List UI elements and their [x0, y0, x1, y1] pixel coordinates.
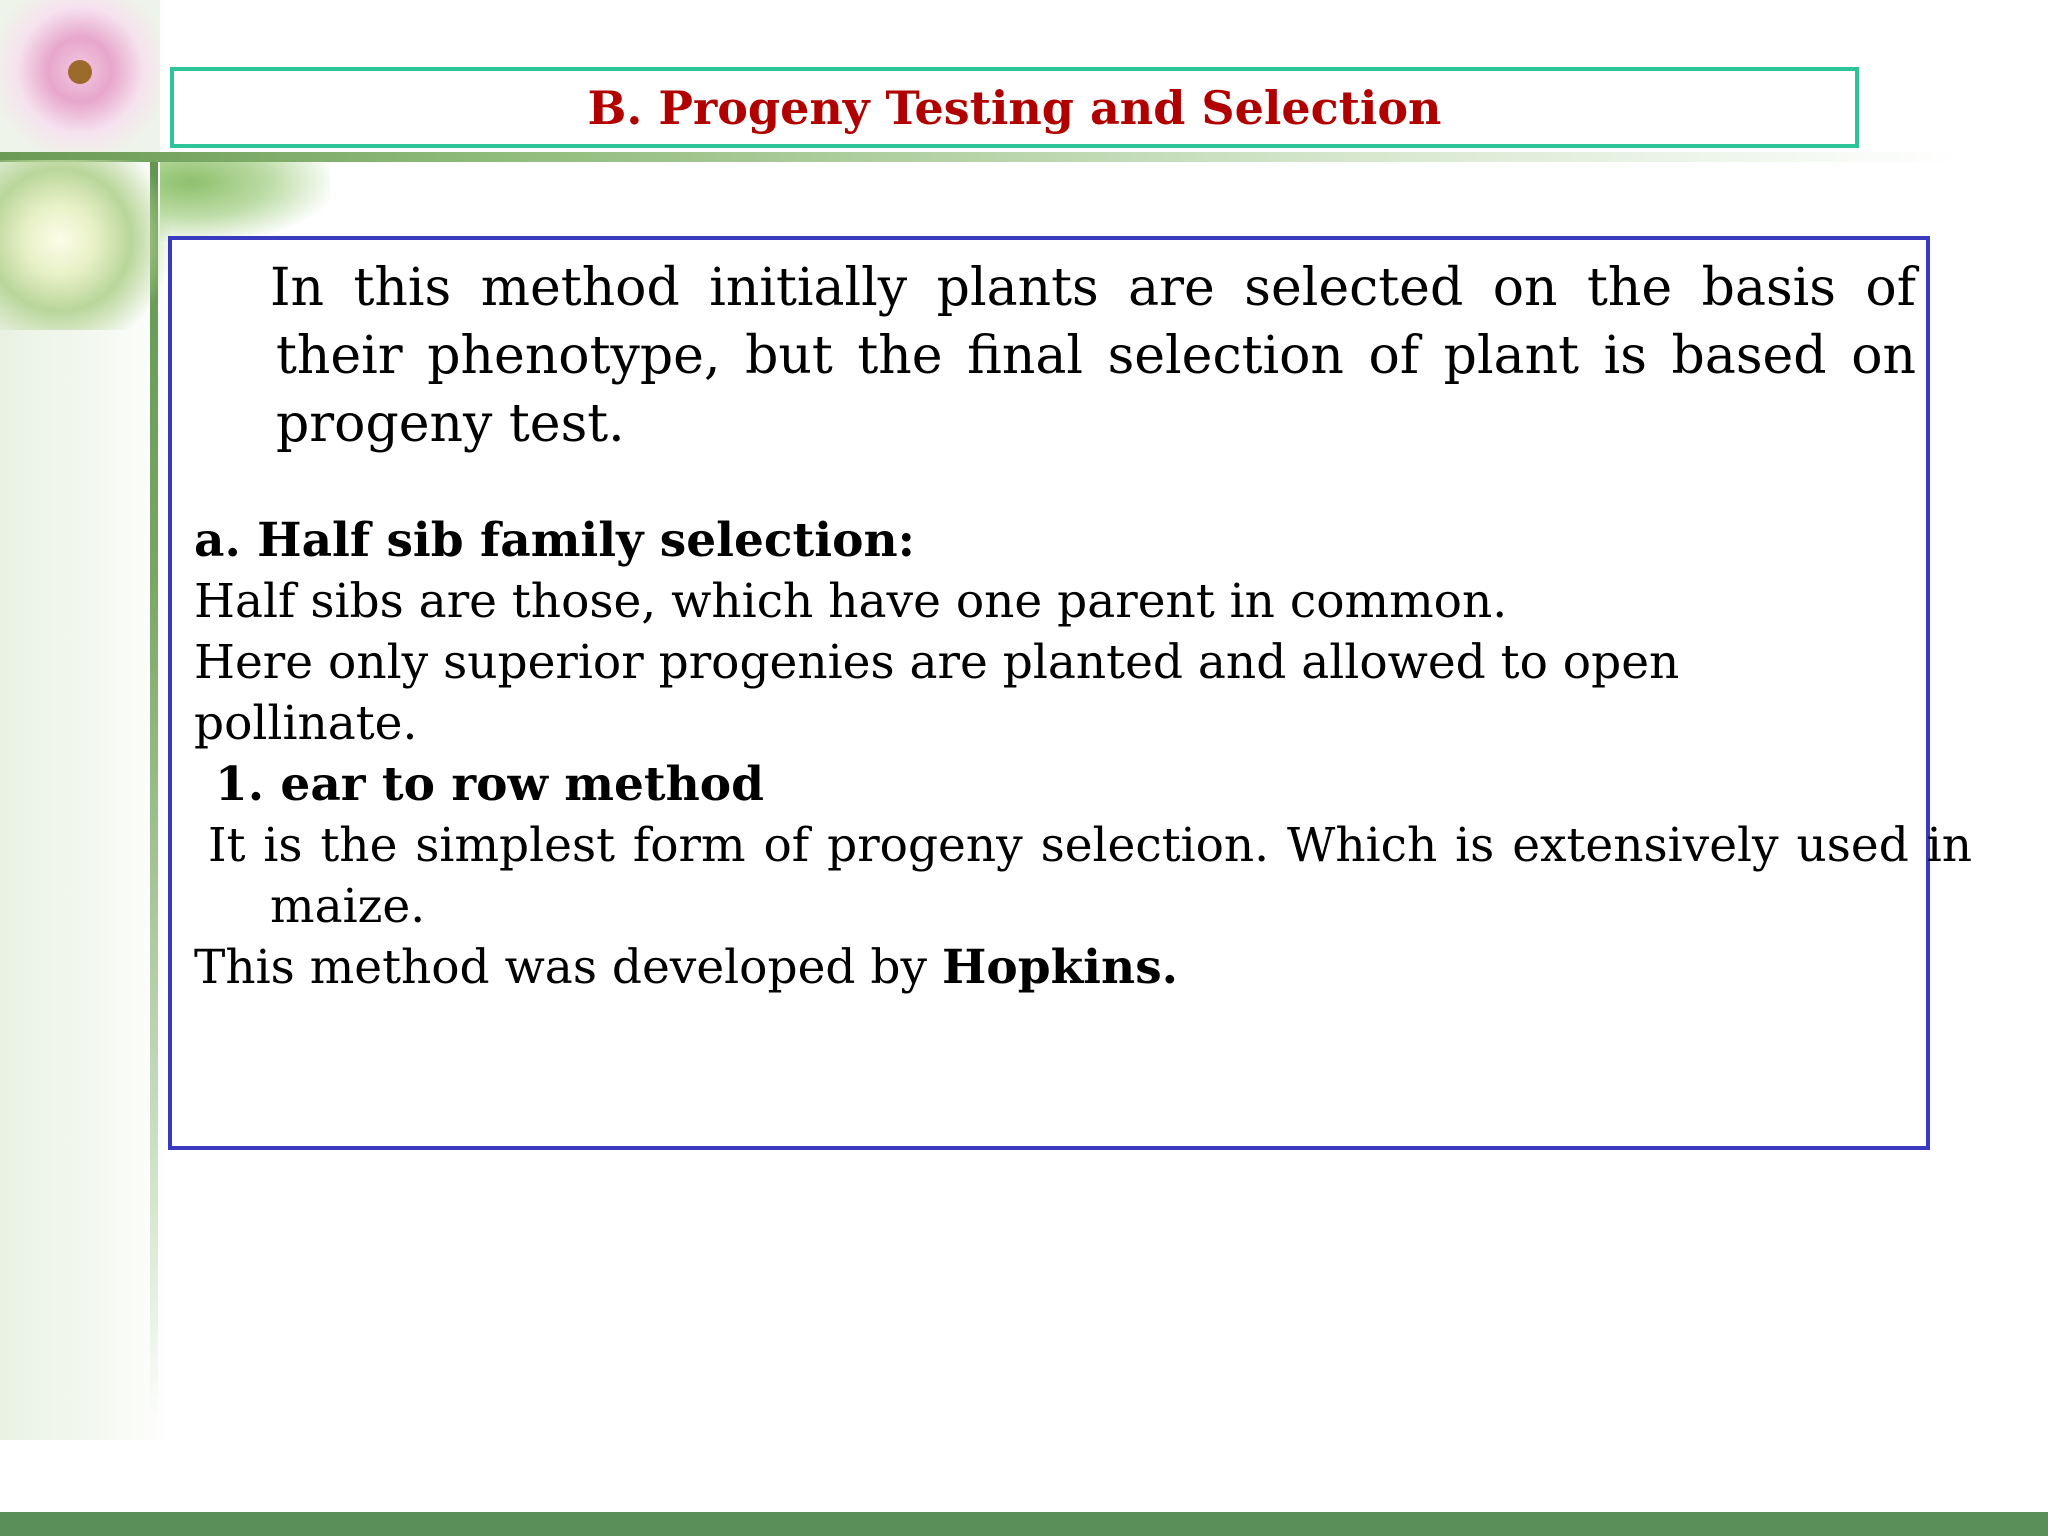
content-box: [168, 236, 1972, 1150]
half-sib-heading: a. Half sib family selection:: [194, 513, 915, 568]
intro-paragraph: In this method initially plants are selected on the basis of their phenotype, but the final selection of plant is based on progeny test.: [270, 258, 1916, 454]
top-decorative-rule: [0, 152, 1960, 162]
developed-by-prefix: This method was developed by: [194, 940, 942, 995]
developed-by-line: [194, 937, 1178, 998]
leaf-spray-image: [160, 162, 330, 242]
bottom-bar: [0, 1512, 2048, 1536]
half-sib-planting-line-2: pollinate.: [194, 696, 418, 751]
ear-to-row-heading: 1. ear to row method: [215, 757, 764, 812]
flower-center: [68, 60, 92, 84]
slide-title: B. Progeny Testing and Selection: [587, 80, 1442, 135]
developer-name: Hopkins.: [941, 940, 1179, 995]
half-sib-definition: Half sibs are those, which have one parent in common.: [194, 574, 1508, 629]
ear-to-row-description: It is the simplest form of progeny selection. Which is extensively used in maize.: [208, 818, 1972, 934]
daisy-flower-image: [0, 160, 170, 330]
pink-flower-image: [0, 0, 160, 152]
title-box: [170, 67, 1859, 148]
half-sib-planting-line-1: Here only superior progenies are planted and allowed to open: [194, 635, 1680, 690]
